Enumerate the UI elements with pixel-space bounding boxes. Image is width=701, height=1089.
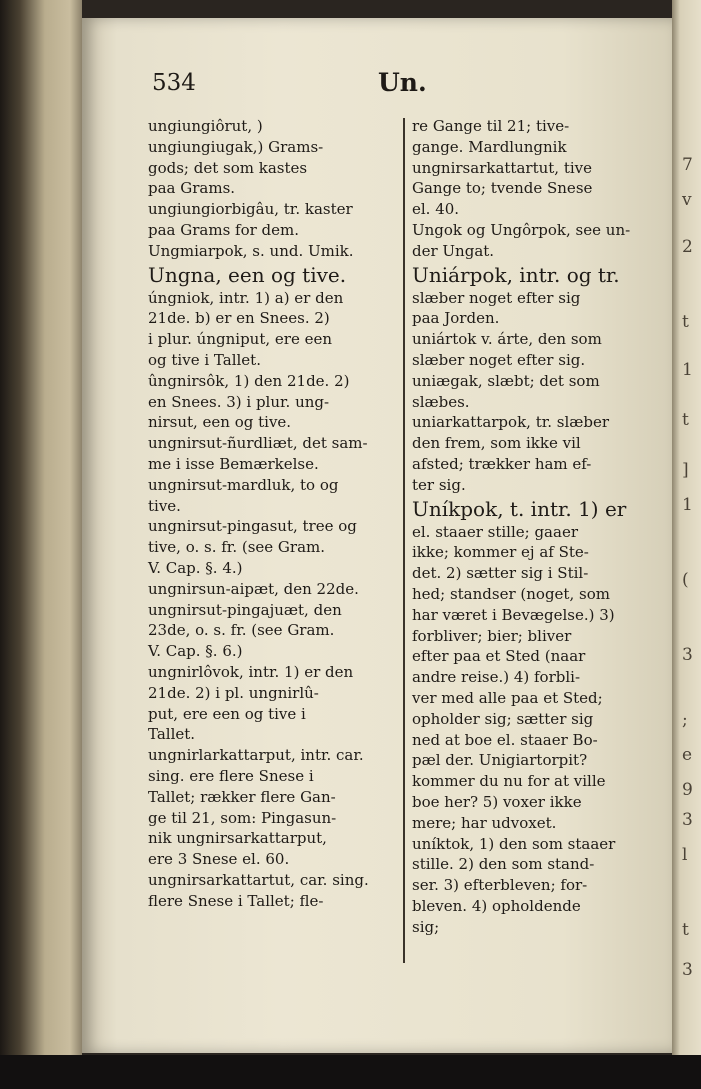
bleed-glyph: t	[682, 312, 689, 332]
entry-line: det. 2) sætter sig i Stil-	[412, 564, 589, 583]
entry-line: har været i Bevægelse.) 3)	[412, 605, 615, 624]
bleed-glyph: ]	[682, 460, 689, 480]
entry-line: put, ere een og tive i	[148, 704, 306, 723]
bleed-glyph: ;	[682, 710, 688, 730]
entry-line: andre reise.) 4) forbli-	[412, 668, 581, 687]
entry-line: uniártok v. árte, den som	[412, 330, 602, 349]
entry-line: ungnirsut-ñurdliæt, det sam-	[148, 434, 368, 453]
entry-line: ungnirsut-pingasut, tree og	[148, 517, 357, 536]
entry-line: ikke; kommer ej af Ste-	[412, 543, 589, 562]
entry-line: slæbes.	[412, 392, 470, 411]
entry-line: me i isse Bemærkelse.	[148, 454, 319, 473]
entry-line: ungnirsut-pingajuæt, den	[148, 600, 342, 619]
table-surface	[0, 1055, 701, 1089]
entry-line: 23de, o. s. fr. (see Gram.	[148, 621, 335, 640]
entry-line: sing. ere flere Snese i	[148, 766, 314, 785]
bleed-glyph: 3	[682, 810, 693, 830]
dictionary-column-right	[412, 116, 664, 937]
entry-line: slæber noget efter sig.	[412, 350, 586, 369]
entry-line: tive, o. s. fr. (see Gram.	[148, 538, 326, 557]
facing-page-edge	[672, 0, 701, 1089]
bleed-glyph: e	[682, 745, 693, 765]
entry-line: ungiungiugak,) Grams-	[148, 137, 324, 156]
entry-line: úngniok, intr. 1) a) er den	[148, 288, 344, 307]
entry-line: flere Snese i Tallet; fle-	[148, 891, 324, 910]
entry-line: 21de. 2) i pl. ungnirlû-	[148, 683, 319, 702]
guide-word: Un.	[378, 68, 427, 97]
bleed-glyph: v	[682, 190, 692, 210]
entry-line: uniarkattarpok, tr. slæber	[412, 413, 610, 432]
entry-line: Ungok og Ungôrpok, see un-	[412, 220, 631, 239]
entry-line: slæber noget efter sig	[412, 288, 581, 307]
dictionary-column-left	[148, 116, 400, 911]
bleed-glyph: t	[682, 410, 689, 430]
bleed-glyph: 9	[682, 780, 693, 800]
headword-line: Uniárpok, intr. og tr.	[412, 262, 620, 287]
entry-line: ser. 3) efterbleven; for-	[412, 876, 588, 895]
entry-line: ungnirlarkattarput, intr. car.	[148, 746, 364, 765]
entry-line: paa Grams for dem.	[148, 220, 300, 239]
headword-line: Ungna, een og tive.	[148, 262, 347, 287]
bleed-glyph: 3	[682, 645, 693, 665]
entry-line: ungnirsun-aipæt, den 22de.	[148, 579, 359, 598]
entry-line: mere; har udvoxet.	[412, 813, 557, 832]
entry-line: der Ungat.	[412, 241, 495, 260]
entry-line: den frem, som ikke vil	[412, 434, 581, 453]
entry-line: sig;	[412, 917, 440, 936]
entry-line: el. 40.	[412, 200, 460, 219]
entry-line: ungnirlôvok, intr. 1) er den	[148, 662, 354, 681]
entry-line: bleven. 4) opholdende	[412, 896, 581, 915]
entry-line: afsted; trækker ham ef-	[412, 454, 592, 473]
entry-line: gange. Mardlungnik	[412, 137, 567, 156]
bleed-glyph: 1	[682, 495, 693, 515]
entry-line: paa Grams.	[148, 179, 236, 198]
entry-line: ver med alle paa et Sted;	[412, 688, 603, 707]
entry-line: ge til 21, som: Pingasun-	[148, 808, 337, 827]
entry-line: stille. 2) den som stand-	[412, 855, 595, 874]
bleed-glyph: 7	[682, 155, 693, 175]
entry-line: pæl der. Unigiartorpit?	[412, 751, 588, 770]
entry-line: en Snees. 3) i plur. ung-	[148, 392, 330, 411]
entry-line: Gange to; tvende Snese	[412, 179, 593, 198]
bleed-glyph: 1	[682, 360, 693, 380]
entry-line: V. Cap. §. 4.)	[148, 558, 243, 577]
bleed-glyph: l	[682, 845, 688, 865]
book-spine-edge	[0, 0, 82, 1089]
bleed-glyph: 2	[682, 237, 693, 257]
entry-line: Ungmiarpok, s. und. Umik.	[148, 241, 354, 260]
entry-line: i plur. úngniput, ere een	[148, 330, 332, 349]
entry-line: el. staaer stille; gaaer	[412, 522, 578, 541]
bleed-glyph: (	[682, 570, 689, 590]
entry-line: ungnirsarkattartut, car. sing.	[148, 870, 369, 889]
entry-line: nik ungnirsarkattarput,	[148, 829, 327, 848]
bleed-glyph: 3	[682, 960, 693, 980]
entry-line: tive.	[148, 496, 181, 515]
entry-line: uníktok, 1) den som staaer	[412, 834, 616, 853]
entry-line: og tive i Tallet.	[148, 350, 261, 369]
entry-line: kommer du nu for at ville	[412, 772, 606, 791]
entry-line: forbliver; bier; bliver	[412, 626, 572, 645]
entry-line: V. Cap. §. 6.)	[148, 642, 243, 661]
entry-line: efter paa et Sted (naar	[412, 647, 586, 666]
entry-line: ungnirsut-mardluk, to og	[148, 475, 339, 494]
entry-line: ned at boe el. staaer Bo-	[412, 730, 598, 749]
bleed-glyph: t	[682, 920, 689, 940]
entry-line: ungiungiorbigâu, tr. kaster	[148, 200, 353, 219]
entry-line: ungiungiôrut, )	[148, 117, 263, 135]
entry-line: Tallet; rækker flere Gan-	[148, 787, 336, 806]
entry-line: paa Jorden.	[412, 309, 500, 328]
entry-line: gods; det som kastes	[148, 158, 308, 177]
entry-line: ungnirsarkattartut, tive	[412, 158, 592, 177]
entry-line: hed; standser (noget, som	[412, 584, 610, 603]
entry-line: boe her? 5) voxer ikke	[412, 792, 582, 811]
entry-line: nirsut, een og tive.	[148, 413, 292, 432]
entry-line: uniægak, slæbt; det som	[412, 371, 600, 390]
headword-line: Uníkpok, t. intr. 1) er	[412, 496, 627, 521]
entry-line: re Gange til 21; tive-	[412, 117, 570, 135]
entry-line: ûngnirsôk, 1) den 21de. 2)	[148, 371, 350, 390]
entry-line: 21de. b) er en Snees. 2)	[148, 309, 330, 328]
column-divider	[403, 118, 405, 963]
page-number: 534	[152, 70, 196, 96]
entry-line: opholder sig; sætter sig	[412, 709, 594, 728]
entry-line: ere 3 Snese el. 60.	[148, 850, 290, 869]
entry-line: ter sig.	[412, 475, 466, 494]
entry-line: Tallet.	[148, 725, 196, 744]
